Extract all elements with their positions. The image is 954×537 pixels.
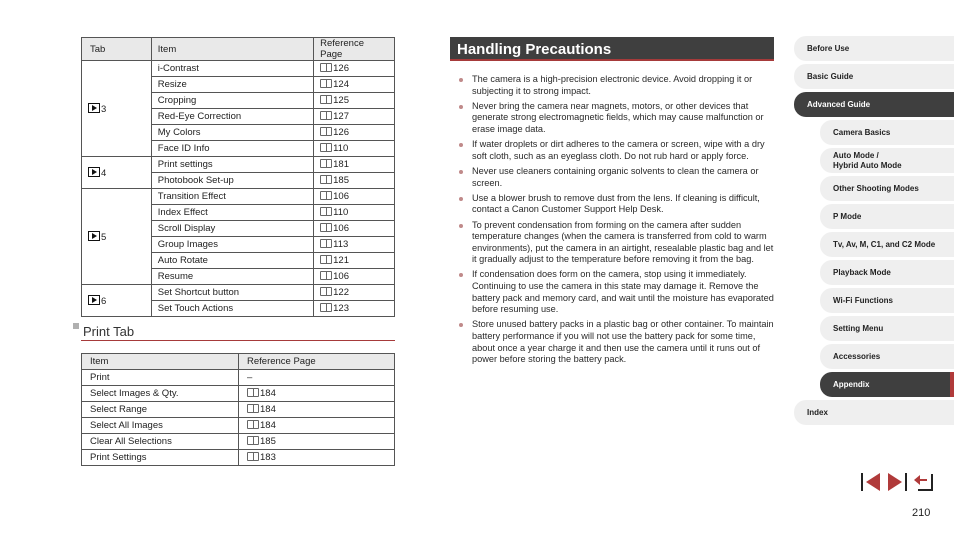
- table-row: [82, 285, 395, 301]
- reference-cell[interactable]: [314, 61, 395, 77]
- tab-number: 3: [101, 103, 107, 115]
- reference-cell[interactable]: [314, 189, 395, 205]
- precaution-item: If condensation does form on the camera, stop using it immediately. Continuing to use the camera in this state may damage it. Remove the battery pack and memory card, and wait until the moisture has evaporated before resuming use.: [458, 269, 778, 315]
- item-cell: Auto Rotate: [151, 253, 313, 269]
- page-navigation: [860, 472, 934, 494]
- tab-cell: [82, 61, 152, 157]
- reference-cell[interactable]: [314, 125, 395, 141]
- table-row: [82, 189, 395, 205]
- reference-cell[interactable]: [314, 205, 395, 221]
- nav-item-playback-mode[interactable]: [820, 260, 954, 285]
- reference-cell[interactable]: [314, 141, 395, 157]
- item-cell: Select All Images: [82, 418, 239, 434]
- table-header-row: [82, 354, 395, 370]
- reference-page-link: 106: [333, 191, 349, 202]
- nav-item-label: Appendix: [833, 380, 870, 389]
- section-divider: [81, 340, 395, 341]
- item-cell: Set Touch Actions: [151, 301, 313, 317]
- playback-icon: [88, 295, 100, 305]
- reference-page-link: 123: [333, 303, 349, 314]
- reference-page-link: 127: [333, 111, 349, 122]
- book-reference-icon: [320, 111, 332, 120]
- reference-cell[interactable]: [239, 450, 395, 466]
- section-marker: [73, 323, 79, 329]
- book-reference-icon: [320, 143, 332, 152]
- item-cell: Index Effect: [151, 205, 313, 221]
- nav-item-setting-menu[interactable]: [820, 316, 954, 341]
- book-reference-icon: [320, 223, 332, 232]
- nav-item-label: Camera Basics: [833, 128, 891, 137]
- reference-cell[interactable]: [239, 418, 395, 434]
- nav-item-other-shooting-modes[interactable]: [820, 176, 954, 201]
- reference-page-link: 113: [333, 239, 349, 250]
- book-reference-icon: [320, 175, 332, 184]
- reference-page-link: 124: [333, 79, 349, 90]
- playback-icon: [88, 231, 100, 241]
- reference-cell[interactable]: [314, 157, 395, 173]
- book-reference-icon: [320, 191, 332, 200]
- sidebar-nav: [794, 36, 954, 428]
- page-number: 210: [912, 507, 931, 519]
- playback-icon: [88, 167, 100, 177]
- nav-item-before-use[interactable]: [794, 36, 954, 61]
- book-reference-icon: [320, 127, 332, 136]
- item-cell: Face ID Info: [151, 141, 313, 157]
- header-reference-page: Reference Page: [314, 38, 395, 61]
- reference-cell[interactable]: [239, 402, 395, 418]
- table-row: [82, 434, 395, 450]
- table-header-row: [82, 38, 395, 61]
- book-reference-icon: [247, 404, 259, 413]
- reference-page-link: 125: [333, 95, 349, 106]
- book-reference-icon: [320, 63, 332, 72]
- nav-item-basic-guide[interactable]: [794, 64, 954, 89]
- nav-item-label: Tv, Av, M, C1, and C2 Mode: [833, 240, 936, 249]
- reference-page-link: 181: [333, 159, 349, 170]
- tab-cell: [82, 189, 152, 285]
- precautions-list: [458, 74, 778, 369]
- reference-page-link: 106: [333, 223, 349, 234]
- nav-item-label: Accessories: [833, 352, 881, 361]
- book-reference-icon: [247, 436, 259, 445]
- item-cell: Resume: [151, 269, 313, 285]
- book-reference-icon: [247, 452, 259, 461]
- reference-cell[interactable]: [314, 77, 395, 93]
- reference-page-link: 110: [333, 207, 349, 218]
- book-reference-icon: [247, 388, 259, 397]
- book-reference-icon: [320, 79, 332, 88]
- item-cell: My Colors: [151, 125, 313, 141]
- reference-page-link: 184: [260, 388, 276, 399]
- item-cell: Select Range: [82, 402, 239, 418]
- nav-item-camera-basics[interactable]: [820, 120, 954, 145]
- reference-page-link: –: [247, 372, 253, 383]
- playback-icon: [88, 103, 100, 113]
- reference-cell[interactable]: [314, 237, 395, 253]
- book-reference-icon: [320, 95, 332, 104]
- nav-item-label: P Mode: [833, 212, 862, 221]
- nav-item-label: Auto Mode / Hybrid Auto Mode: [833, 151, 902, 170]
- reference-page-link: 122: [333, 287, 349, 298]
- book-reference-icon: [320, 239, 332, 248]
- reference-page-link: 184: [260, 420, 276, 431]
- nav-item-label: Basic Guide: [807, 72, 854, 81]
- header-item: Item: [82, 354, 239, 370]
- section-title-print-tab: Print Tab: [83, 324, 135, 339]
- book-reference-icon: [320, 159, 332, 168]
- reference-cell[interactable]: [314, 173, 395, 189]
- item-cell: Resize: [151, 77, 313, 93]
- tab-cell: [82, 285, 152, 317]
- next-page-icon[interactable]: [886, 472, 908, 492]
- item-cell: Set Shortcut button: [151, 285, 313, 301]
- header-reference-page: Reference Page: [239, 354, 395, 370]
- return-icon[interactable]: [912, 472, 934, 492]
- book-reference-icon: [320, 207, 332, 216]
- item-cell: Group Images: [151, 237, 313, 253]
- header-tab: Tab: [82, 38, 152, 61]
- item-cell: Print settings: [151, 157, 313, 173]
- print-tab-table: [81, 353, 395, 466]
- nav-item-index[interactable]: [794, 400, 954, 425]
- table-row: [82, 386, 395, 402]
- reference-page-link: 110: [333, 143, 349, 154]
- item-cell: Cropping: [151, 93, 313, 109]
- reference-cell[interactable]: [314, 269, 395, 285]
- table-body: [82, 61, 395, 317]
- precaution-item: Never use cleaners containing organic solvents to clean the camera or screen.: [458, 166, 778, 189]
- item-cell: Print: [82, 370, 239, 386]
- nav-item-label: Playback Mode: [833, 268, 891, 277]
- reference-cell[interactable]: [239, 386, 395, 402]
- reference-page-link: 185: [333, 175, 349, 186]
- tab-number: 4: [101, 167, 107, 179]
- nav-item-advanced-guide[interactable]: [794, 92, 954, 117]
- reference-cell[interactable]: [314, 93, 395, 109]
- reference-cell[interactable]: [314, 109, 395, 125]
- nav-item-label: Index: [807, 408, 828, 417]
- book-reference-icon: [320, 255, 332, 264]
- item-cell: Red-Eye Correction: [151, 109, 313, 125]
- reference-page-link: 126: [333, 127, 349, 138]
- nav-item-label: Other Shooting Modes: [833, 184, 919, 193]
- precaution-item: Store unused battery packs in a plastic bag or other container. To maintain battery performance if you will not use the battery pack for some time, about once a year charge it and then use the camera until it runs out of power before storing the battery pack.: [458, 319, 778, 365]
- page-title: Handling Precautions: [450, 37, 774, 61]
- item-cell: Select Images & Qty.: [82, 386, 239, 402]
- book-reference-icon: [320, 303, 332, 312]
- nav-item-auto-mode-hybrid-auto-mode[interactable]: [820, 148, 954, 173]
- reference-page-link: 183: [260, 452, 276, 463]
- table-row: [82, 450, 395, 466]
- nav-item-accessories[interactable]: [820, 344, 954, 369]
- precaution-item: To prevent condensation from forming on the camera after sudden temperature changes (when the camera is transferred from cold to warm environments), put the camera in an airtight, resealable plastic bag and let it gradually adjust to the temperature before removing it from the bag.: [458, 220, 778, 266]
- reference-page-link: 184: [260, 404, 276, 415]
- precaution-item: The camera is a high-precision electronic device. Avoid dropping it or subjecting it to strong impact.: [458, 74, 778, 97]
- reference-page-link: 185: [260, 436, 276, 447]
- item-cell: i-Contrast: [151, 61, 313, 77]
- playback-functions-table: [81, 37, 395, 317]
- reference-cell[interactable]: [239, 434, 395, 450]
- table-row: [82, 370, 395, 386]
- header-item: Item: [151, 38, 313, 61]
- nav-item-appendix[interactable]: [820, 372, 954, 397]
- reference-cell[interactable]: [314, 221, 395, 237]
- item-cell: Scroll Display: [151, 221, 313, 237]
- reference-cell: [239, 370, 395, 386]
- book-reference-icon: [247, 420, 259, 429]
- table-row: [82, 157, 395, 173]
- table-row: [82, 61, 395, 77]
- tab-cell: [82, 157, 152, 189]
- item-cell: Print Settings: [82, 450, 239, 466]
- reference-cell[interactable]: [314, 301, 395, 317]
- precaution-item: Use a blower brush to remove dust from the lens. If cleaning is difficult, contact a Canon Customer Support Help Desk.: [458, 193, 778, 216]
- reference-cell[interactable]: [314, 285, 395, 301]
- nav-item-label: Wi-Fi Functions: [833, 296, 893, 305]
- table-body: [82, 370, 395, 466]
- item-cell: Transition Effect: [151, 189, 313, 205]
- nav-item-label: Advanced Guide: [807, 100, 871, 109]
- nav-item-label: Before Use: [807, 44, 850, 53]
- precaution-item: If water droplets or dirt adheres to the camera or screen, wipe with a dry soft cloth, such as an eyeglass cloth. Do not rub hard or apply force.: [458, 139, 778, 162]
- item-cell: Clear All Selections: [82, 434, 239, 450]
- reference-cell[interactable]: [314, 253, 395, 269]
- tab-number: 6: [101, 295, 107, 307]
- nav-item-p-mode[interactable]: [820, 204, 954, 229]
- reference-page-link: 121: [333, 255, 349, 266]
- item-cell: Photobook Set-up: [151, 173, 313, 189]
- nav-item-wi-fi-functions[interactable]: [820, 288, 954, 313]
- tab-number: 5: [101, 231, 107, 243]
- book-reference-icon: [320, 271, 332, 280]
- nav-item-label: Setting Menu: [833, 324, 884, 333]
- table-row: [82, 402, 395, 418]
- precaution-item: Never bring the camera near magnets, motors, or other devices that generate strong electromagnetic fields, which may cause malfunction or erase image data.: [458, 101, 778, 136]
- table-row: [82, 418, 395, 434]
- reference-page-link: 126: [333, 63, 349, 74]
- nav-item-tv-av-m-c1-and-c2-mode[interactable]: [820, 232, 954, 257]
- previous-page-icon[interactable]: [860, 472, 882, 492]
- reference-page-link: 106: [333, 271, 349, 282]
- book-reference-icon: [320, 287, 332, 296]
